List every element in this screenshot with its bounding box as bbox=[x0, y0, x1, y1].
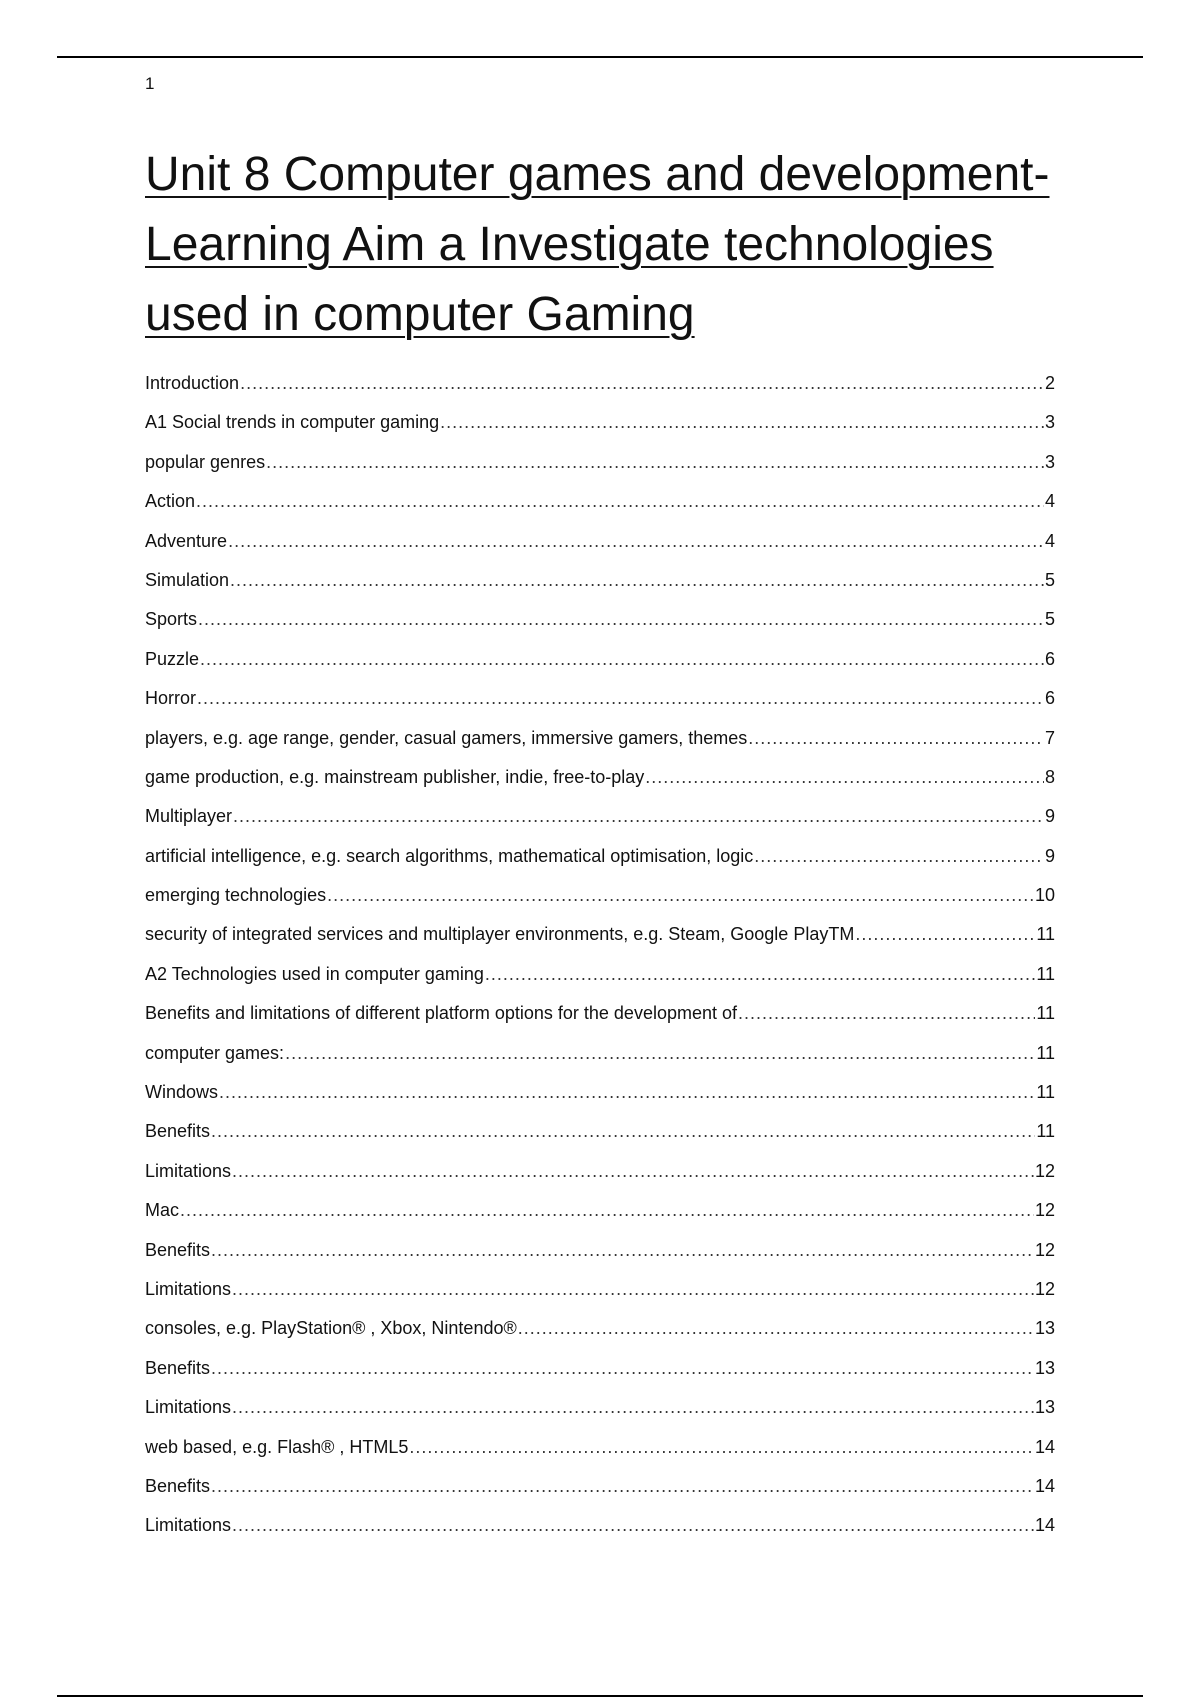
toc-dot-leader bbox=[230, 561, 1044, 600]
toc-dot-leader bbox=[240, 364, 1044, 403]
toc-entry-label: players, e.g. age range, gender, casual gamers, immersive gamers, themes bbox=[145, 727, 748, 748]
toc-entry-page: 14 bbox=[1034, 1436, 1055, 1457]
table-of-contents bbox=[145, 364, 1055, 1546]
toc-entry[interactable] bbox=[145, 876, 1055, 915]
toc-dot-leader bbox=[266, 443, 1044, 482]
toc-entry-label: Simulation bbox=[145, 569, 230, 590]
toc-dot-leader bbox=[233, 797, 1044, 836]
toc-dot-leader bbox=[440, 403, 1044, 442]
toc-entry-page: 14 bbox=[1034, 1475, 1055, 1496]
toc-entry-page: 11 bbox=[1036, 963, 1055, 984]
toc-entry[interactable] bbox=[145, 1231, 1055, 1270]
toc-entry-label: Limitations bbox=[145, 1160, 232, 1181]
toc-entry[interactable] bbox=[145, 719, 1055, 758]
toc-entry-page: 9 bbox=[1044, 806, 1055, 827]
toc-dot-leader bbox=[738, 994, 1035, 1033]
toc-entry-page: 6 bbox=[1044, 688, 1055, 709]
toc-entry-page: 12 bbox=[1034, 1200, 1055, 1221]
toc-dot-leader bbox=[219, 1073, 1035, 1112]
toc-entry-label: Horror bbox=[145, 688, 197, 709]
toc-entry[interactable] bbox=[145, 1388, 1055, 1427]
toc-entry-label: Introduction bbox=[145, 373, 240, 393]
toc-entry-label: computer games: bbox=[145, 1042, 285, 1063]
toc-dot-leader bbox=[409, 1428, 1034, 1467]
toc-dot-leader bbox=[211, 1112, 1035, 1151]
toc-entry-label: Limitations bbox=[145, 1397, 232, 1418]
toc-entry[interactable] bbox=[145, 1309, 1055, 1348]
toc-dot-leader bbox=[855, 915, 1035, 954]
toc-entry-page: 13 bbox=[1034, 1318, 1055, 1339]
toc-entry[interactable] bbox=[145, 1152, 1055, 1191]
toc-entry-page: 3 bbox=[1044, 412, 1055, 433]
toc-dot-leader bbox=[232, 1152, 1034, 1191]
toc-entry[interactable] bbox=[145, 1073, 1055, 1112]
toc-dot-leader bbox=[180, 1191, 1034, 1230]
toc-entry-page: 14 bbox=[1034, 1515, 1055, 1536]
toc-entry-page: 10 bbox=[1034, 885, 1055, 906]
toc-entry[interactable] bbox=[145, 403, 1055, 442]
toc-dot-leader bbox=[198, 600, 1044, 639]
toc-entry[interactable] bbox=[145, 1112, 1055, 1151]
toc-entry-label: artificial intelligence, e.g. search algorithms, mathematical optimisation, logic bbox=[145, 845, 754, 866]
toc-entry-page: 5 bbox=[1044, 569, 1055, 590]
toc-entry[interactable] bbox=[145, 955, 1055, 994]
toc-entry-label: Action bbox=[145, 491, 196, 512]
toc-entry[interactable] bbox=[145, 1270, 1055, 1309]
toc-entry-label: web based, e.g. Flash® , HTML5 bbox=[145, 1436, 409, 1457]
toc-entry-page: 2 bbox=[1044, 373, 1055, 393]
toc-entry-label: game production, e.g. mainstream publisher, indie, free-to-play bbox=[145, 766, 645, 787]
toc-entry-label: Mac bbox=[145, 1200, 180, 1221]
toc-entry[interactable] bbox=[145, 1349, 1055, 1388]
toc-entry-page: 11 bbox=[1036, 1082, 1055, 1103]
toc-dot-leader bbox=[285, 1034, 1035, 1073]
toc-dot-leader bbox=[748, 719, 1044, 758]
toc-entry-page: 4 bbox=[1044, 491, 1055, 512]
toc-entry-label: Benefits bbox=[145, 1475, 211, 1496]
toc-entry[interactable] bbox=[145, 837, 1055, 876]
toc-entry[interactable] bbox=[145, 1034, 1055, 1073]
toc-entry[interactable] bbox=[145, 522, 1055, 561]
toc-entry-label: A2 Technologies used in computer gaming bbox=[145, 963, 484, 984]
document-title: Unit 8 Computer games and development- Learning Aim a Investigate technologies used in computer Gaming bbox=[145, 148, 1050, 341]
toc-dot-leader bbox=[211, 1231, 1034, 1270]
toc-entry[interactable] bbox=[145, 443, 1055, 482]
toc-entry[interactable] bbox=[145, 797, 1055, 836]
footer-rule bbox=[57, 1695, 1143, 1697]
toc-entry-page: 7 bbox=[1044, 727, 1055, 748]
toc-entry-page: 8 bbox=[1044, 766, 1055, 787]
toc-entry-page: 6 bbox=[1044, 648, 1055, 669]
toc-entry-page: 13 bbox=[1034, 1357, 1055, 1378]
page-number: 1 bbox=[145, 74, 155, 93]
toc-dot-leader bbox=[228, 522, 1044, 561]
toc-dot-leader bbox=[518, 1309, 1034, 1348]
toc-dot-leader bbox=[200, 640, 1044, 679]
toc-entry-page: 13 bbox=[1034, 1397, 1055, 1418]
toc-entry-label: Windows bbox=[145, 1082, 219, 1103]
toc-dot-leader bbox=[485, 955, 1035, 994]
toc-entry[interactable] bbox=[145, 561, 1055, 600]
toc-dot-leader bbox=[196, 482, 1044, 521]
toc-entry[interactable] bbox=[145, 679, 1055, 718]
toc-entry[interactable] bbox=[145, 915, 1055, 954]
toc-entry-page: 11 bbox=[1036, 1042, 1055, 1063]
toc-dot-leader bbox=[754, 837, 1044, 876]
toc-entry-label: Adventure bbox=[145, 530, 228, 551]
toc-dot-leader bbox=[211, 1467, 1034, 1506]
toc-entry-label: consoles, e.g. PlayStation® , Xbox, Nintendo® bbox=[145, 1318, 517, 1339]
toc-entry-label: Benefits bbox=[145, 1357, 211, 1378]
toc-entry-page: 11 bbox=[1036, 1121, 1055, 1142]
toc-dot-leader bbox=[232, 1388, 1034, 1427]
toc-entry-page: 12 bbox=[1034, 1160, 1055, 1181]
toc-entry-label: popular genres bbox=[145, 451, 266, 472]
toc-entry-page: 4 bbox=[1044, 530, 1055, 551]
toc-entry-page: 11 bbox=[1036, 1003, 1055, 1024]
toc-entry-label: Benefits bbox=[145, 1239, 211, 1260]
toc-entry-page: 9 bbox=[1044, 845, 1055, 866]
toc-entry-label: security of integrated services and multiplayer environments, e.g. Steam, Google PlayTM bbox=[145, 924, 855, 945]
toc-dot-leader bbox=[327, 876, 1034, 915]
toc-dot-leader bbox=[232, 1506, 1034, 1545]
toc-entry[interactable] bbox=[145, 1467, 1055, 1506]
toc-entry[interactable] bbox=[145, 364, 1055, 403]
toc-entry[interactable] bbox=[145, 482, 1055, 521]
toc-entry-page: 11 bbox=[1036, 924, 1055, 945]
toc-entry[interactable] bbox=[145, 758, 1055, 797]
toc-entry-page: 5 bbox=[1044, 609, 1055, 630]
toc-entry[interactable] bbox=[145, 640, 1055, 679]
toc-entry-page: 12 bbox=[1034, 1278, 1055, 1299]
header-rule bbox=[57, 56, 1143, 58]
toc-entry-page: 12 bbox=[1034, 1239, 1055, 1260]
toc-entry-label: Benefits bbox=[145, 1121, 211, 1142]
toc-entry[interactable] bbox=[145, 1506, 1055, 1545]
toc-dot-leader bbox=[197, 679, 1044, 718]
toc-entry-page: 3 bbox=[1044, 451, 1055, 472]
toc-entry[interactable] bbox=[145, 1428, 1055, 1467]
toc-entry-label: A1 Social trends in computer gaming bbox=[145, 412, 440, 433]
toc-dot-leader bbox=[211, 1349, 1034, 1388]
toc-entry-label: Limitations bbox=[145, 1278, 232, 1299]
toc-entry-label: emerging technologies bbox=[145, 885, 327, 906]
toc-dot-leader bbox=[645, 758, 1044, 797]
toc-entry-label: Benefits and limitations of different platform options for the development of bbox=[145, 1003, 738, 1024]
toc-entry-label: Sports bbox=[145, 609, 198, 630]
toc-entry[interactable] bbox=[145, 994, 1055, 1033]
toc-entry-label: Multiplayer bbox=[145, 806, 233, 827]
toc-dot-leader bbox=[232, 1270, 1034, 1309]
toc-entry-label: Limitations bbox=[145, 1515, 232, 1536]
toc-entry[interactable] bbox=[145, 600, 1055, 639]
toc-entry-label: Puzzle bbox=[145, 648, 200, 669]
toc-entry[interactable] bbox=[145, 1191, 1055, 1230]
